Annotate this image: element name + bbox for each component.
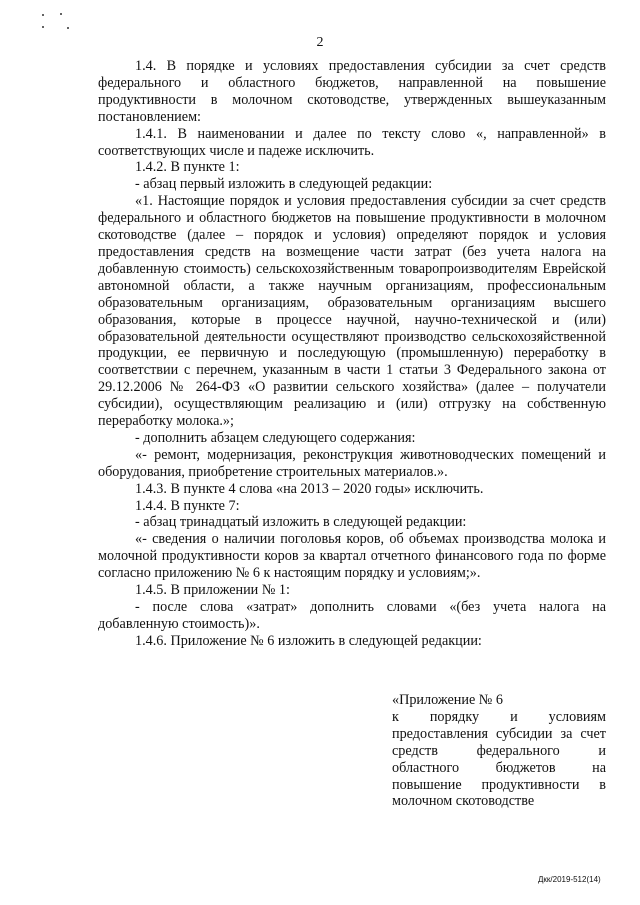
paragraph: - дополнить абзацем следующего содержания: [135,429,416,446]
document-code: Дкк/2019-512(14) [538,875,601,884]
body-text [98,58,606,650]
paragraph: 1.4.1. В наименовании и далее по тексту слово «, направленной» в соответствующих числе и падеже исключить. [98,125,606,159]
paragraph: - абзац первый изложить в следующей редакции: [135,176,433,193]
paragraph: 1.4.4. В пункте 7: [135,497,240,514]
appendix-title: «Приложение № 6 [392,692,503,708]
paragraph: - абзац тринадцатый изложить в следующей редакции: [135,514,467,531]
paragraph: 1.4.2. В пункте 1: [135,159,240,176]
paragraph: «- сведения о наличии поголовья коров, об объемах производства молока и молочной продуктивности коров за квартал отчетного финансового года по форме согласно приложению № 6 к настоящим порядку и условиям;». [98,531,606,582]
paragraph: - после слова «затрат» дополнить словами «(без учета налога на добавленную стоимость)». [98,599,606,632]
paragraph: «1. Настоящие порядок и условия предоставления субсидии за счет средств федерального и областного бюджетов на повышение продуктивности в молочном скотоводстве (далее – порядок и условия) определяют порядок и условия предоставления средств на возмещение части затрат (без учета налога на добавленную стоимость) сельскохозяйственным товаропроизводителям Еврейской автономной области, а также научным организациям, профессиональным образовательным организациям, образовательным организациям высшего образования, которые в процессе научной, научно-технической и (или) образовательной деятельности осуществляют производство сельскохозяйственной продукции, ее первичную и последующую (промышленную) переработку в соответствии с перечнем, указанным в части 1 статьи 3 Федерального закона от 29.12.2006 № 264-ФЗ «О развитии сельского хозяйства» (далее – получатели субсидии), осуществляющим реализацию и (или) отгрузку на собственную переработку молока.»; [98,193,606,430]
paragraph: 1.4.5. В приложении № 1: [135,582,290,599]
paragraph: «- ремонт, модернизация, реконструкция животноводческих помещений и оборудования, приобретение строительных материалов.». [98,446,606,480]
scan-speck [60,13,62,15]
page-number: 2 [316,35,324,50]
appendix-header [392,692,606,810]
paragraph: 1.4.6. Приложение № 6 изложить в следующей редакции: [135,632,482,649]
scan-speck [42,14,44,16]
paragraph: 1.4. В порядке и условиях предоставления субсидии за счет средств федерального и областного бюджетов, направленной на повышение продуктивности в молочном скотоводстве, утвержденных вышеуказанным постановлением: [98,58,606,125]
appendix-caption: к порядку и условиям предоставления субсидии за счет средств федерального и областного бюджетов на повышение продуктивности в молочном скотоводстве [392,708,606,810]
scan-speck [67,27,69,29]
scan-speck [42,26,44,28]
paragraph: 1.4.3. В пункте 4 слова «на 2013 – 2020 годы» исключить. [135,480,484,497]
